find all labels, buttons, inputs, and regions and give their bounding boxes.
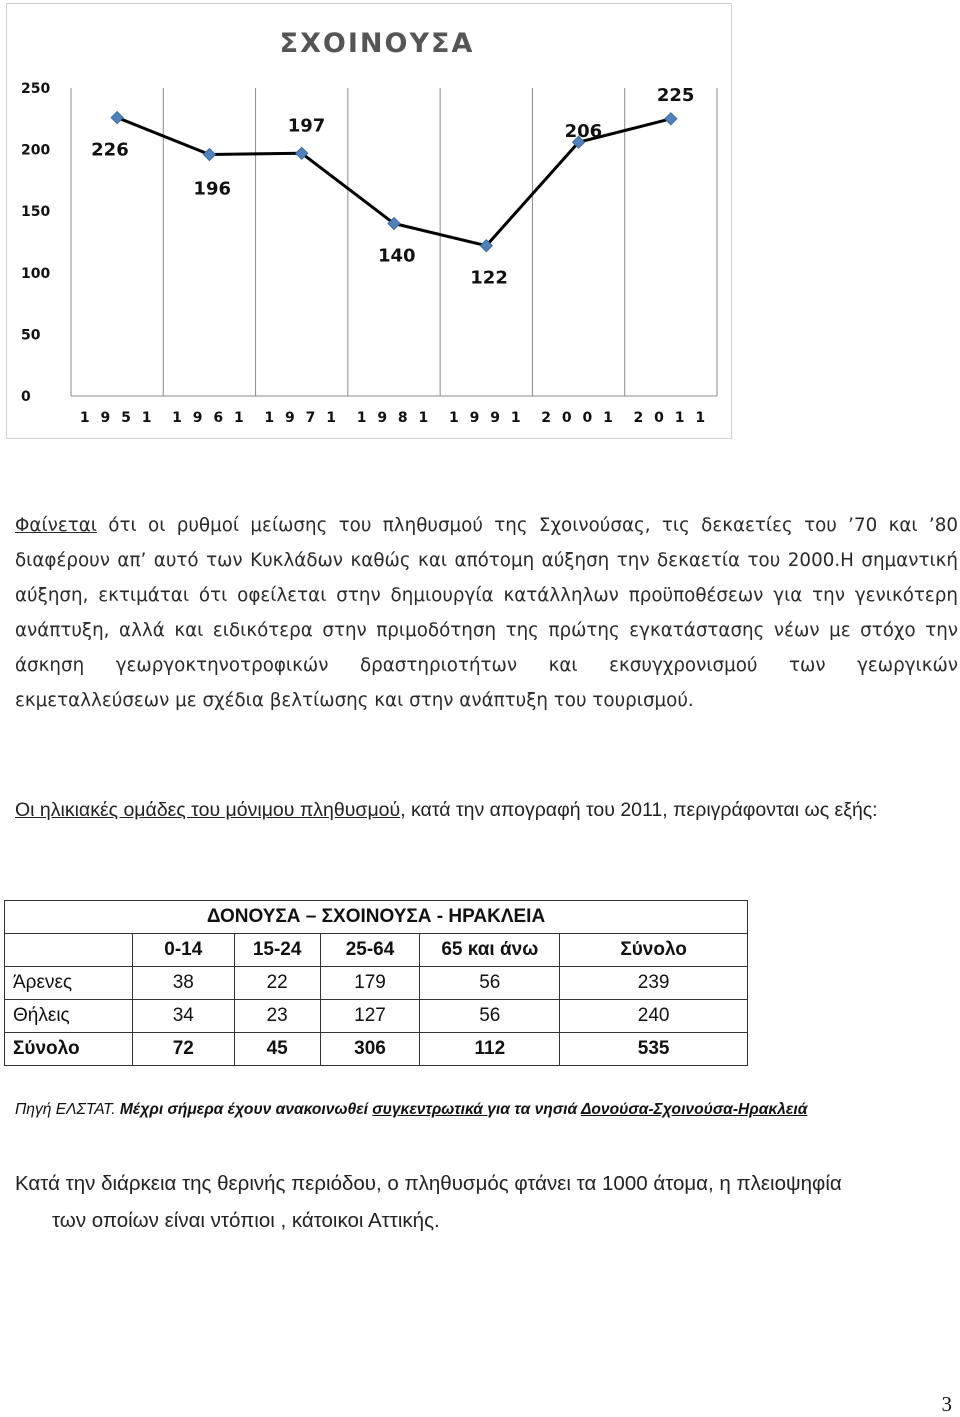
row-label-total: Σύνολο [5,1033,133,1066]
chart-canvas [7,4,733,440]
table-cell: 179 [320,967,420,1000]
table-title [5,901,748,934]
table-header-row [5,934,748,967]
paragraph-intro-word: Φαίνεται [15,515,97,536]
table-cell: 535 [560,1033,748,1066]
x-tick-label: 2 0 0 1 [541,410,616,426]
age-groups-text: , κατά την απογραφή του 2011, περιγράφονται ως εξής: [400,799,878,821]
data-label: 197 [287,115,326,137]
y-tick-label: 50 [21,327,41,344]
table-cell: 239 [560,967,748,1000]
table-corner-cell [5,934,133,967]
data-point-marker [665,113,677,125]
data-point-marker [203,149,215,161]
age-groups-heading: Οι ηλικιακές ομάδες του μόνιμου πληθυσμού [15,799,401,821]
page-number: 3 [941,1392,952,1416]
x-tick-label: 1 9 5 1 [79,410,155,426]
paragraph-population-trend [15,508,958,718]
table-row [5,1033,748,1066]
data-label: 122 [470,267,508,289]
table-cell: 34 [132,1000,234,1033]
x-tick-label: 1 9 9 1 [448,410,524,426]
summer-population-note [15,1165,960,1239]
y-tick-label: 250 [21,81,51,97]
header-total: Σύνολο [560,934,748,967]
table-row [5,1000,748,1033]
table-title-text: ΔΟΝΟΥΣΑ – ΣΧΟΙΝΟΥΣΑ - ΗΡΑΚΛΕΙΑ [206,906,546,927]
header-25-64: 25-64 [320,934,420,967]
paragraph-age-groups [15,794,955,827]
data-label: 225 [656,84,695,106]
x-tick-label: 1 9 8 1 [356,410,432,426]
y-tick-label: 150 [21,204,51,221]
data-point-marker [111,112,123,124]
source-bold-1: Μέχρι σήμερα έχουν ανακοινωθεί [119,1101,373,1118]
y-tick-label: 100 [21,265,51,282]
table-cell: 72 [132,1033,234,1066]
y-tick-label: 0 [21,389,31,405]
paragraph-body: ότι οι ρυθμοί μείωσης του πληθυσμού της Σχοινούσας, τις δεκαετίες του ’70 και ’80 διαφέρουν απ’ αυτό των Κυκλάδων καθώς και απότομη αύξηση την δεκαετία του 2000.Η σημαντική αύξηση, εκτιμάται ότι οφείλεται στην δημιουργία κατάλληλων προϋποθέσεων για την γενικότερη ανάπτυξη, αλλά και ειδικότερα στην πριμοδότηση της πρώτης εγκατάστασης νέων με στόχο την άσκηση γεωργοκτηνοτροφικών δραστηριοτήτων και εκσυγχρονισμού των γεωργικών εκμεταλλεύσεων με σχέδια βελτίωσης και στην ανάπτυξη του τουρισμού. [15,515,958,711]
summer-line-2: των οποίων είναι ντόπιοι , κάτοικοι Αττικής. [52,1209,440,1232]
x-tick-label: 1 9 6 1 [172,410,247,426]
table-cell: 127 [320,1000,420,1033]
x-tick-label: 1 9 7 1 [264,410,340,426]
table-title-row [5,901,748,934]
header-65-plus: 65 και άνω [420,934,560,967]
source-bold-underlined: συγκεντρωτικά [372,1101,488,1118]
table-cell: 45 [234,1033,320,1066]
source-islands: Δονούσα-Σχοινούσα-Ηρακλειά [580,1101,808,1118]
data-label: 196 [193,178,232,200]
summer-line-1: Κατά την διάρκεια της θερινής περιόδου, ο πληθυσμός φτάνει τα 1000 άτομα, η πλειοψηφία [15,1172,842,1195]
source-prefix: Πηγή ΕΛΣΤΑΤ. [15,1101,120,1118]
header-0-14: 0-14 [132,934,234,967]
table-row [5,967,748,1000]
table-cell: 56 [420,967,560,1000]
data-label: 140 [378,245,416,267]
source-bold-2: για τα νησιά [487,1101,581,1118]
table-cell: 240 [560,1000,748,1033]
data-label: 206 [564,121,603,143]
header-15-24: 15-24 [234,934,320,967]
table-cell: 38 [132,967,234,1000]
row-label-males: Άρενες [5,967,133,1000]
table-cell: 306 [320,1033,420,1066]
table-cell: 112 [420,1033,560,1066]
data-label: 226 [91,139,129,161]
source-note [15,1101,807,1119]
table-cell: 23 [234,1000,320,1033]
table-cell: 22 [234,967,320,1000]
y-tick-label: 200 [21,142,51,159]
chart-title: ΣΧΟΙΝΟΥΣΑ [279,28,475,59]
age-groups-table [4,900,748,1066]
population-chart [6,3,732,439]
table-cell: 56 [420,1000,560,1033]
row-label-females: Θήλεις [5,1000,133,1033]
x-tick-label: 2 0 1 1 [633,410,709,426]
